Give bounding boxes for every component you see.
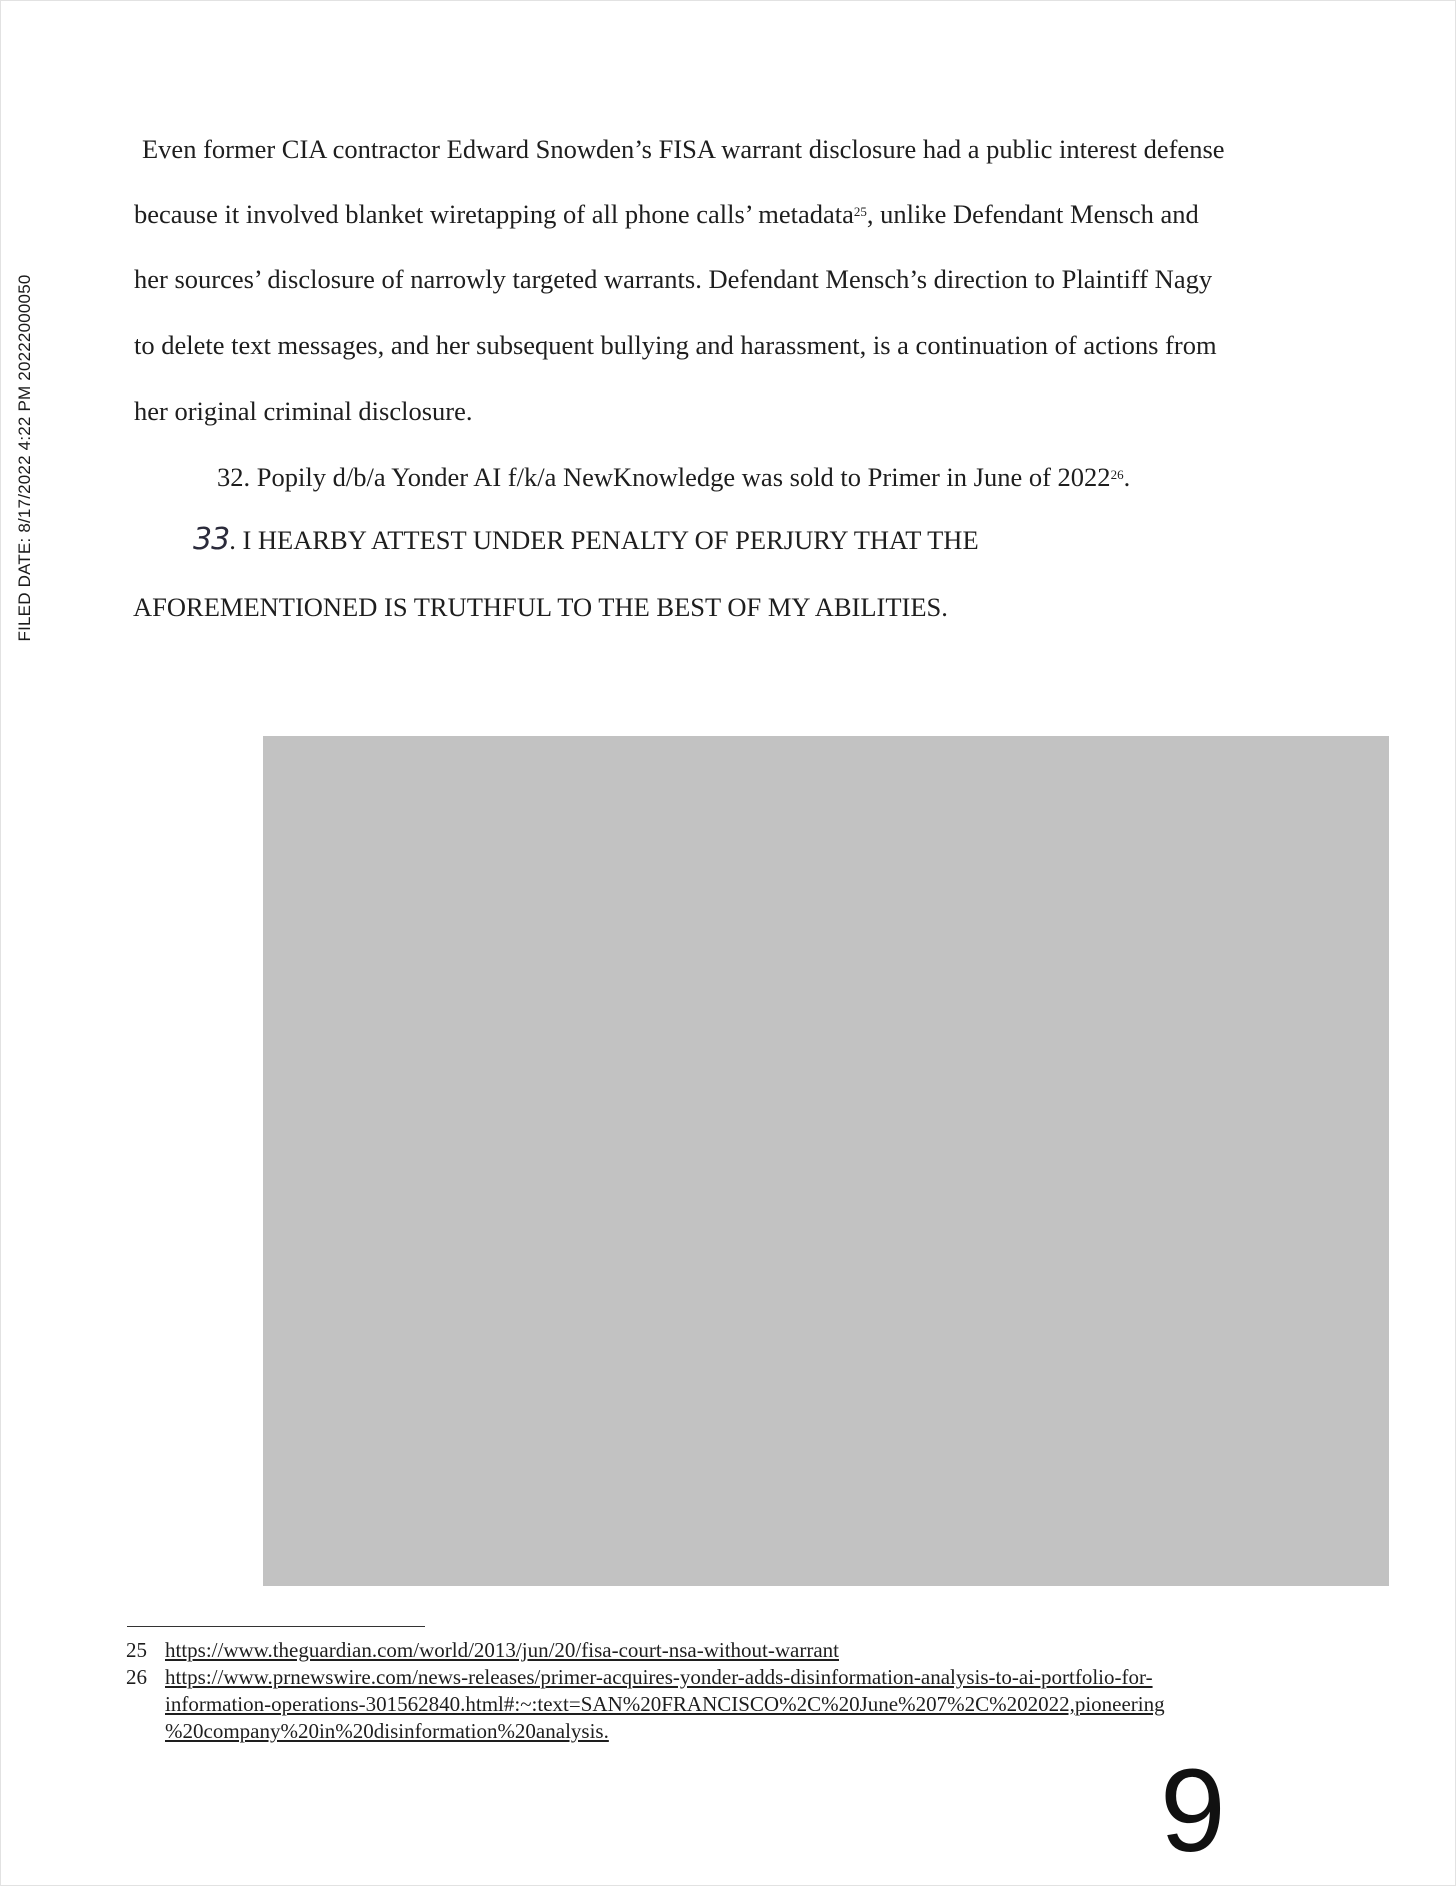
body-line-2-text: because it involved blanket wiretapping of all phone calls’ metadata bbox=[134, 199, 854, 229]
footnote-26-link-line-1[interactable]: https://www.prnewswire.com/news-releases/primer-acquires-yonder-adds-disinformation-analysis-to-ai-portfolio-for- bbox=[165, 1665, 1153, 1689]
body-line-5 bbox=[134, 395, 473, 427]
paragraph-33-line-2-text: AFOREMENTIONED IS TRUTHFUL TO THE BEST OF MY ABILITIES. bbox=[133, 592, 948, 622]
body-line-4-text: to delete text messages, and her subsequent bullying and harassment, is a continuation of actions from bbox=[134, 330, 1217, 360]
body-line-3-text: her sources’ disclosure of narrowly targeted warrants. Defendant Mensch’s direction to Plaintiff Nagy bbox=[134, 264, 1213, 294]
redacted-image-block bbox=[263, 736, 1389, 1586]
body-line-5-text: her original criminal disclosure. bbox=[134, 396, 473, 426]
body-line-3 bbox=[134, 263, 1212, 295]
paragraph-32-text: 32. Popily d/b/a Yonder AI f/k/a NewKnowledge was sold to Primer in June of 2022 bbox=[217, 462, 1111, 492]
handwritten-paragraph-number: 33 bbox=[193, 522, 230, 557]
body-line-2-text-end: , unlike Defendant Mensch and bbox=[866, 199, 1199, 229]
paragraph-33-line-1 bbox=[193, 524, 979, 556]
body-line-2 bbox=[134, 198, 1199, 230]
paragraph-33-line-2 bbox=[133, 591, 948, 623]
paragraph-33-line-1-text: . I HEARBY ATTEST UNDER PENALTY OF PERJURY THAT THE bbox=[229, 525, 979, 555]
paragraph-32-end: . bbox=[1123, 462, 1131, 492]
filed-date-stamp bbox=[4, 248, 46, 668]
footnote-25-link[interactable]: https://www.theguardian.com/world/2013/jun/20/fisa-court-nsa-without-warrant bbox=[165, 1638, 839, 1662]
body-line-1-text: Even former CIA contractor Edward Snowden’s FISA warrant disclosure had a public interest defense bbox=[142, 134, 1225, 164]
footnote-26-link-line-2[interactable]: information-operations-301562840.html#:~:text=SAN%20FRANCISCO%2C%20June%207%2C%202022,pioneering bbox=[165, 1692, 1165, 1716]
footnote-26-line-2 bbox=[165, 1691, 1165, 1717]
footnote-divider bbox=[127, 1626, 425, 1627]
footnote-26-number: 26 bbox=[126, 1665, 147, 1689]
footnote-ref-26: 26 bbox=[1110, 467, 1124, 482]
body-line-4 bbox=[134, 329, 1217, 361]
paragraph-32 bbox=[217, 461, 1130, 493]
footnote-26-link-line-3[interactable]: %20company%20in%20disinformation%20analysis. bbox=[165, 1719, 609, 1743]
page-number: 9 bbox=[1160, 1745, 1226, 1877]
body-line-1 bbox=[142, 133, 1225, 165]
filed-date-stamp-text: FILED DATE: 8/17/2022 4:22 PM 20222000050 bbox=[15, 274, 34, 642]
footnote-26-line-3 bbox=[165, 1718, 609, 1744]
footnote-ref-25: 25 bbox=[853, 204, 867, 219]
footnote-25-number: 25 bbox=[126, 1638, 147, 1662]
